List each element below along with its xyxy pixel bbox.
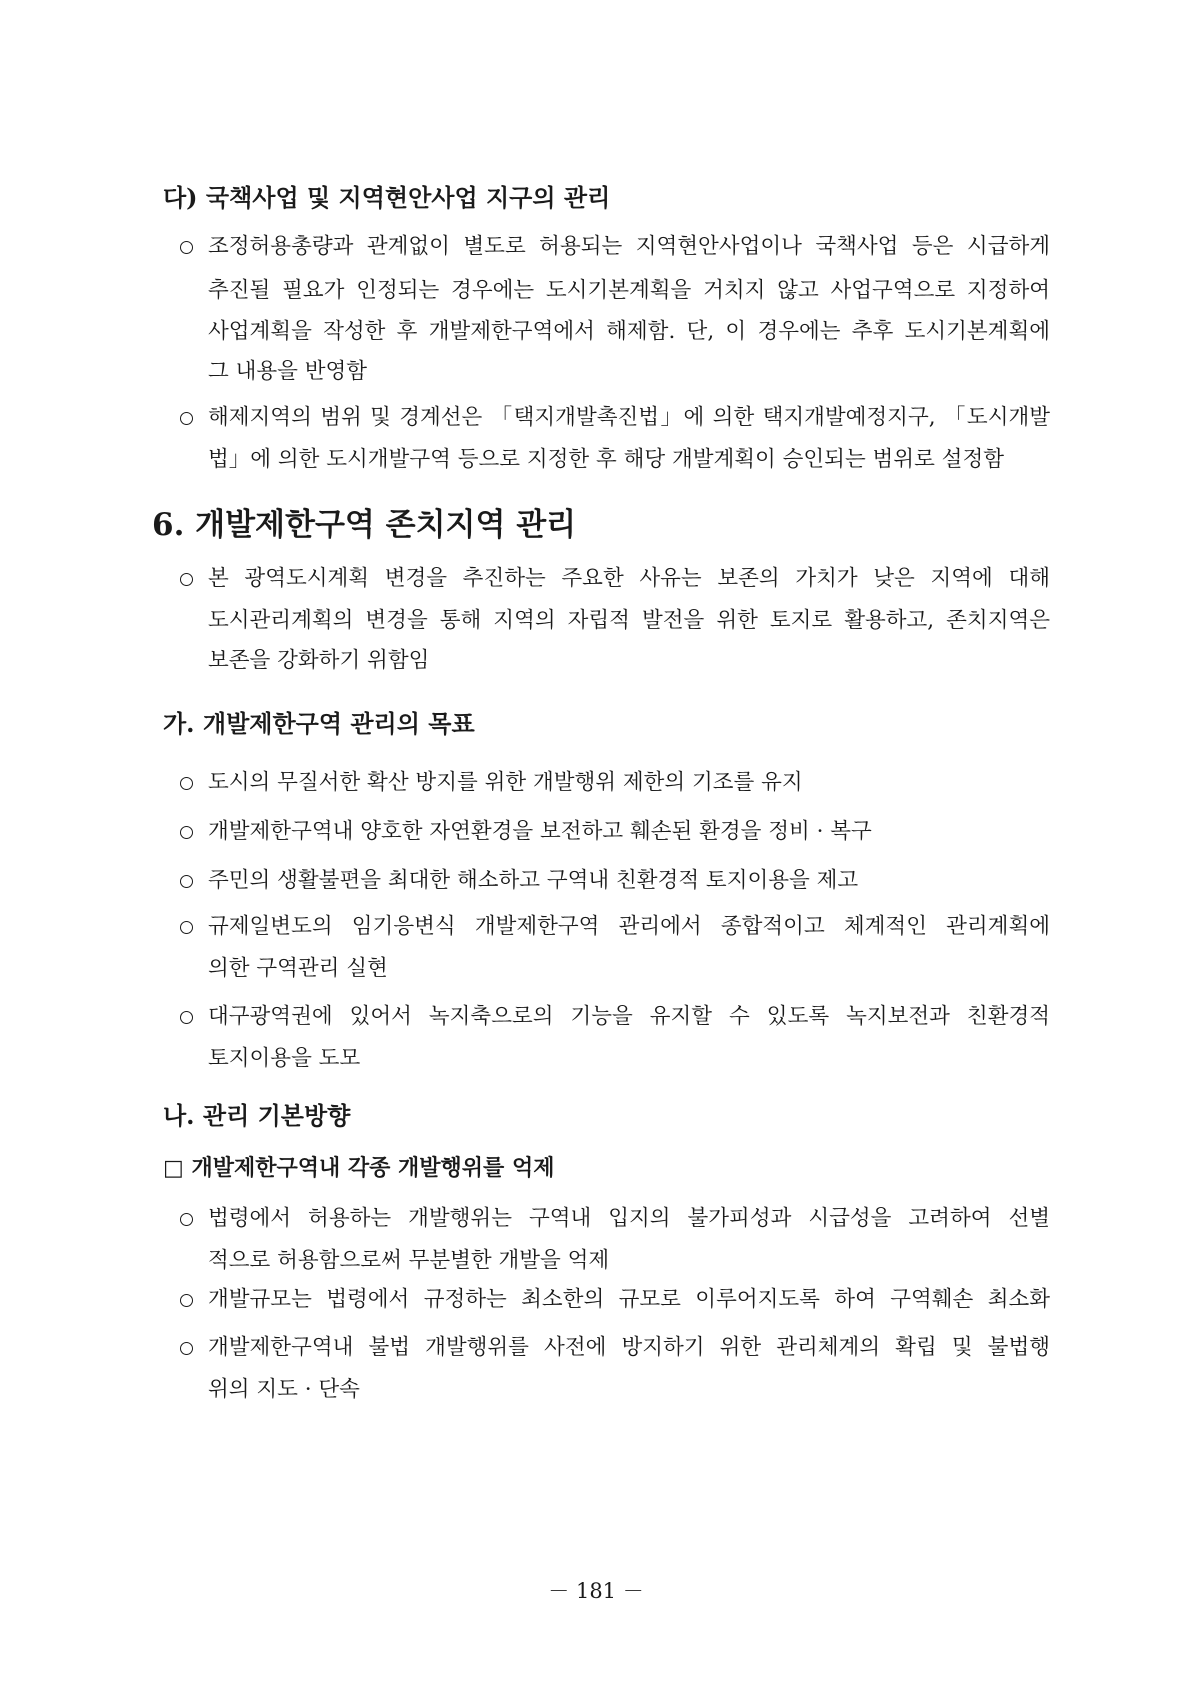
circle-bullet-icon bbox=[180, 1011, 193, 1024]
chapter-heading-6: 6. 개발제한구역 존치지역 관리 bbox=[152, 507, 577, 543]
text-line: 도시관리계획의 변경을 통해 지역의 자립적 발전을 위한 토지로 활용하고, 존치지역은 bbox=[208, 608, 1050, 633]
circle-bullet-icon bbox=[180, 921, 193, 934]
section-heading-ga: 가. 개발제한구역 관리의 목표 bbox=[163, 709, 475, 738]
circle-bullet-icon bbox=[180, 1294, 193, 1307]
section-heading-da: 다) 국책사업 및 지역현안사업 지구의 관리 bbox=[163, 183, 611, 212]
circle-bullet-icon bbox=[180, 1213, 193, 1226]
text-line: 의한 구역관리 실현 bbox=[208, 956, 388, 981]
section-heading-na: 나. 관리 기본방향 bbox=[163, 1101, 351, 1130]
circle-bullet-icon bbox=[180, 573, 193, 586]
text-line: 개발규모는 법령에서 규정하는 최소한의 규모로 이루어지도록 하여 구역훼손 최소화 bbox=[208, 1287, 1050, 1312]
text-line: 법」에 의한 도시개발구역 등으로 지정한 후 해당 개발계획이 승인되는 범위로 설정함 bbox=[208, 447, 1004, 472]
text-line: 본 광역도시계획 변경을 추진하는 주요한 사유는 보존의 가치가 낮은 지역에 대해 bbox=[208, 566, 1050, 591]
text-line: 대구광역권에 있어서 녹지축으로의 기능을 유지할 수 있도록 녹지보전과 친환경적 bbox=[208, 1004, 1050, 1029]
page-number: － 181 － bbox=[548, 1579, 644, 1603]
text-line: 해제지역의 범위 및 경계선은 「택지개발촉진법」에 의한 택지개발예정지구, 「도시개발 bbox=[208, 405, 1050, 430]
text-line: 법령에서 허용하는 개발행위는 구역내 입지의 불가피성과 시급성을 고려하여 선별 bbox=[208, 1206, 1050, 1231]
circle-bullet-icon bbox=[180, 412, 193, 425]
text-line: 사업계획을 작성한 후 개발제한구역에서 해제함. 단, 이 경우에는 추후 도시기본계획에 bbox=[208, 319, 1050, 344]
text-line: 적으로 허용함으로써 무분별한 개발을 억제 bbox=[208, 1248, 610, 1273]
text-line: 개발제한구역내 양호한 자연환경을 보전하고 훼손된 환경을 정비 · 복구 bbox=[208, 819, 872, 844]
text-line: 토지이용을 도모 bbox=[208, 1046, 361, 1071]
text-line: 위의 지도 · 단속 bbox=[208, 1377, 360, 1402]
text-line: 조정허용총량과 관계없이 별도로 허용되는 지역현안사업이나 국책사업 등은 시급하게 bbox=[208, 234, 1050, 259]
box-heading: □ 개발제한구역내 각종 개발행위를 억제 bbox=[163, 1155, 555, 1181]
text-line: 추진될 필요가 인정되는 경우에는 도시기본계획을 거치지 않고 사업구역으로 지정하여 bbox=[208, 278, 1050, 303]
circle-bullet-icon bbox=[180, 826, 193, 839]
text-line: 개발제한구역내 불법 개발행위를 사전에 방지하기 위한 관리체계의 확립 및 불법행 bbox=[208, 1335, 1050, 1360]
circle-bullet-icon bbox=[180, 875, 193, 888]
circle-bullet-icon bbox=[180, 1342, 193, 1355]
circle-bullet-icon bbox=[180, 241, 193, 254]
text-line: 도시의 무질서한 확산 방지를 위한 개발행위 제한의 기조를 유지 bbox=[208, 770, 803, 795]
text-line: 규제일변도의 임기응변식 개발제한구역 관리에서 종합적이고 체계적인 관리계획에 bbox=[208, 914, 1050, 939]
text-line: 보존을 강화하기 위함임 bbox=[208, 648, 430, 673]
circle-bullet-icon bbox=[180, 777, 193, 790]
text-line: 그 내용을 반영함 bbox=[208, 359, 368, 384]
text-line: 주민의 생활불편을 최대한 해소하고 구역내 친환경적 토지이용을 제고 bbox=[208, 868, 859, 893]
